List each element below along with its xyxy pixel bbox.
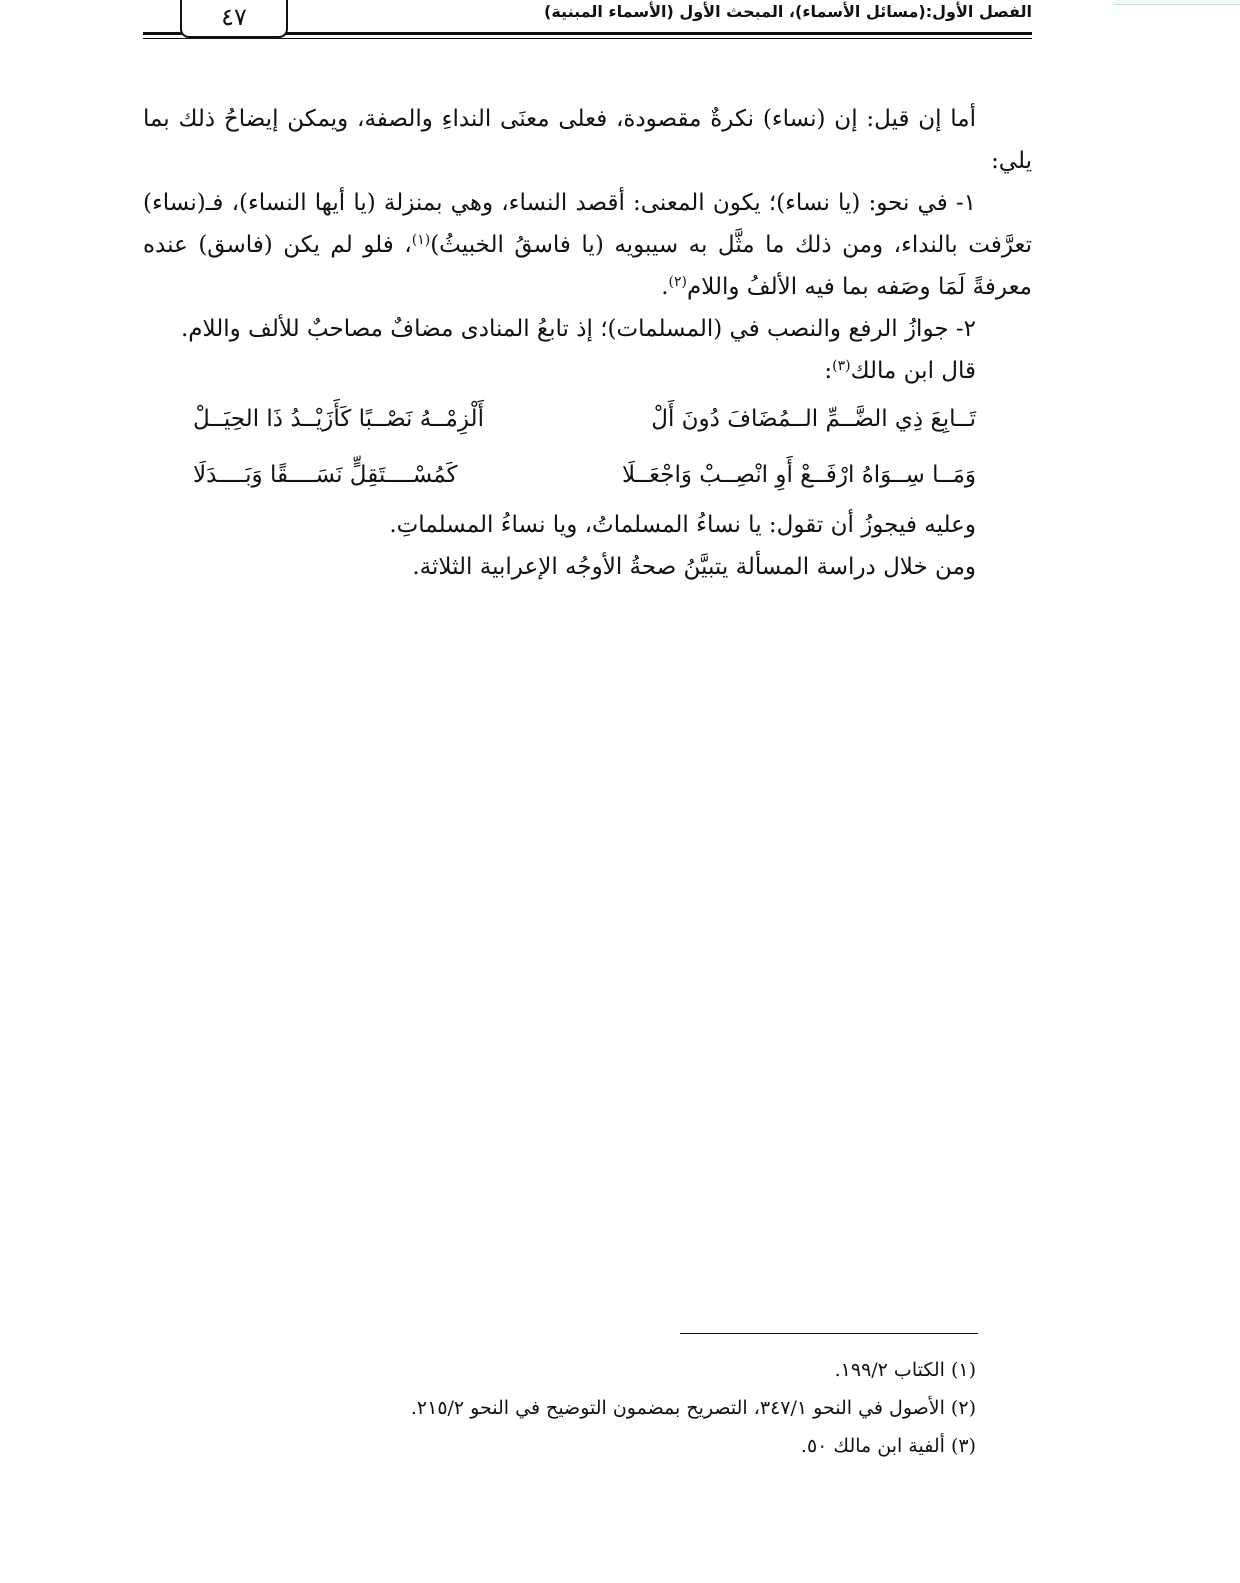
footnote-3: (٣) ألفية ابن مالك ٥٠. — [800, 1435, 976, 1457]
verse-2-first-hemistich: وَمَــا سِــوَاهُ ارْفَــعْ أَوِ انْصِــبْ وَاجْعَــلَا — [621, 462, 976, 488]
paragraph-6: ومن خلال دراسة المسألة يتبيَّنُ صحةُ الأوجُه الإعرابية الثلاثة. — [412, 554, 976, 580]
paragraph-1: أما إن قيل: إن (نساء) نكرةٌ مقصودة، فعلى معنَى النداءِ والصفة، ويمكن إيضاحُ ذلك بما يلي: — [143, 106, 1032, 174]
verse-2-second-hemistich: كَمُسْــــتَقِلٍّ نَسَــــقًا وَبَــــدَلَا — [193, 462, 458, 488]
footnote-separator — [680, 1333, 978, 1334]
page-header — [143, 0, 1032, 48]
footnote-ref-2[interactable]: (٢) — [668, 274, 688, 290]
paragraph-5: وعليه فيجوزُ أن تقول: يا نساءُ المسلماتُ، ويا نساءُ المسلماتِ. — [389, 512, 976, 538]
footnote-ref-1[interactable]: (١) — [411, 232, 431, 248]
paragraph-4-part-b: : — [824, 358, 833, 384]
running-title-section: :(مسائل الأسماء)، المبحث الأول (الأسماء المبنية) — [544, 2, 933, 21]
verse-line-1 — [143, 392, 1032, 448]
footnote-1: (١) الكتاب ١٩٩/٢. — [834, 1359, 976, 1381]
paragraph-4 — [143, 350, 976, 392]
verse-line-2 — [143, 448, 1032, 504]
main-text — [143, 98, 1032, 588]
paragraph-2-part-c: . — [661, 274, 669, 300]
header-rule-thin — [143, 38, 1032, 39]
verse-1-second-hemistich: أَلْزِمْــهُ نَصْــبًا كَأَزَيْــدُ ذَا الحِيَــلْ — [193, 406, 484, 432]
footnotes — [143, 1351, 1032, 1465]
footnote-ref-3[interactable]: (٣) — [832, 358, 851, 374]
page-number: ٤٧ — [180, 0, 288, 38]
paragraph-2 — [143, 182, 1032, 308]
paragraph-2-part-b: ، فلو لم يكن (فاسق) عنده معرفةً لَمَا وصَفه بما فيه الألفُ واللام — [143, 232, 1032, 300]
paragraph-3: ٢- جوازُ الرفع والنصب في (المسلمات)؛ إذ تابعُ المنادى مضافٌ مصاحبٌ للألف واللام. — [180, 316, 976, 342]
footnote-2: (٢) الأصول في النحو ٣٤٧/١، التصريح بمضمون التوضيح في النحو ٢١٥/٢. — [410, 1397, 976, 1419]
paragraph-2-part-a: ١- في نحو: (يا نساء)؛ يكون المعنى: أقصد النساء، وهي بمنزلة (يا أيها النساء)، فـ(نساء) تعرَّفت بالنداء، ومن ذلك ما مثَّل به سيبويه (يا فاسقُ الخبيثُ) — [143, 190, 1033, 258]
running-title-chapter: الفصل الأول — [932, 2, 1032, 21]
paragraph-4-part-a: قال ابن مالك — [850, 358, 976, 384]
verse-1-first-hemistich: تَــابِعَ ذِي الضَّــمِّ الــمُضَافَ دُونَ أَلْ — [651, 406, 976, 432]
running-title — [544, 2, 1032, 21]
corner-tab — [1114, 0, 1240, 5]
